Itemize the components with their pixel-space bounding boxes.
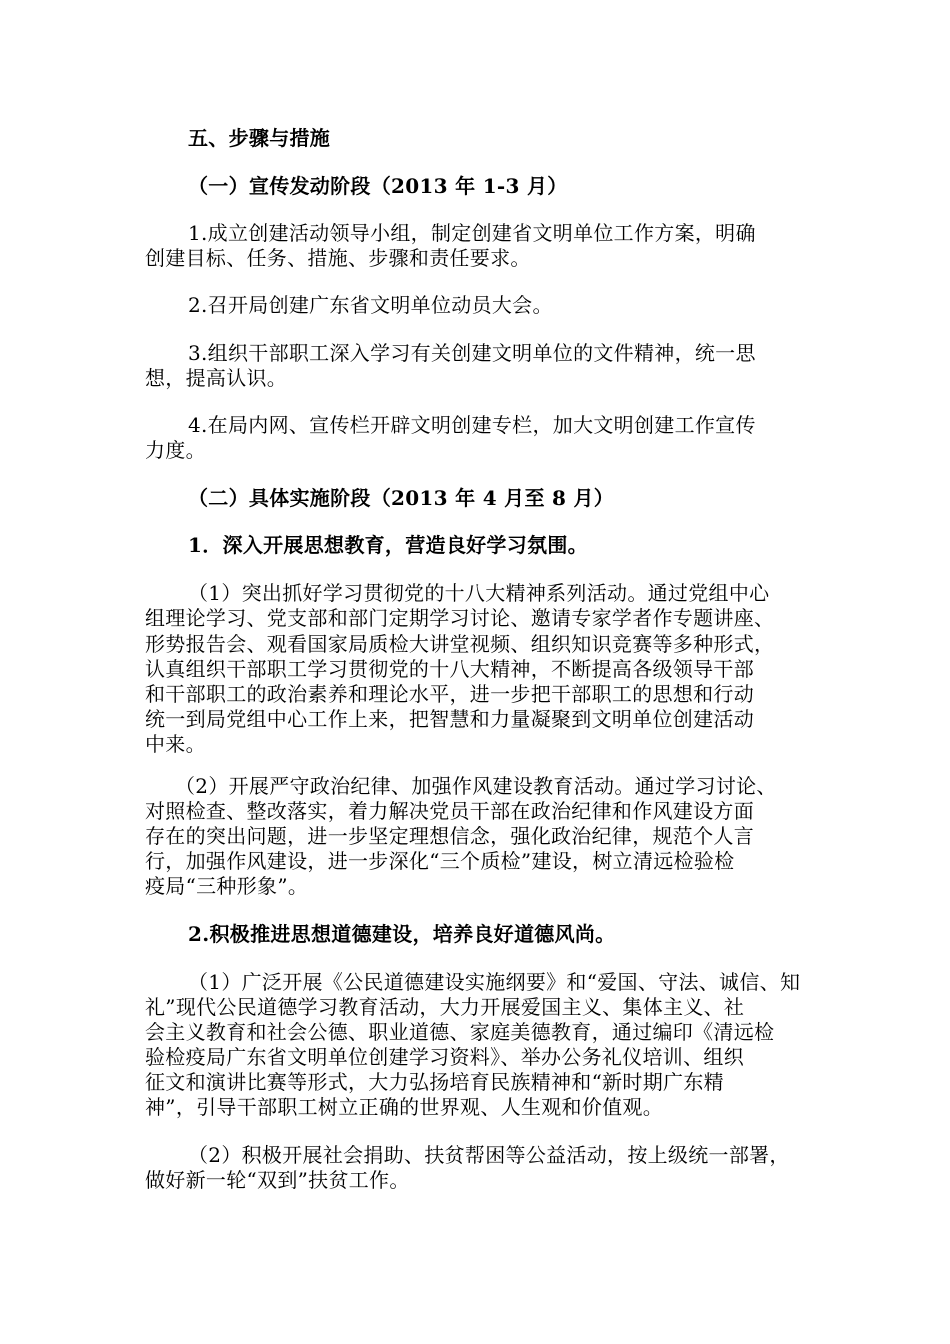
sub1-p1-line: 组理论学习、党支部和部门定期学习讨论、邀请专家学者作专题讲座、 bbox=[145, 606, 775, 630]
sub1-p2-line: 存在的突出问题，进一步坚定理想信念，强化政治纪律，规范个人言 bbox=[145, 824, 754, 848]
sub1-p2-line: 行，加强作风建设，进一步深化“三个质检”建设，树立清远检验检 bbox=[145, 849, 735, 873]
sub1-p1-line: 形势报告会、观看国家局质检大讲堂视频、组织知识竞赛等多种形式， bbox=[145, 632, 775, 656]
sub1-p1-line: 统一到局党组中心工作上来，把智慧和力量凝聚到文明单位创建活动 bbox=[145, 707, 754, 731]
phase1-item3-line2: 想，提高认识。 bbox=[145, 366, 288, 390]
sub1-p1-line: 中来。 bbox=[145, 732, 206, 756]
sub2-p1-line: 会主义教育和社会公德、职业道德、家庭美德教育，通过编印《清远检 bbox=[145, 1020, 775, 1044]
phase1-item4-line1: 4.在局内网、宣传栏开辟文明创建专栏，加大文明创建工作宣传 bbox=[188, 413, 756, 437]
sub1-p1-line: 和干部职工的政治素养和理论水平，进一步把干部职工的思想和行动 bbox=[145, 682, 754, 706]
phase1-item1-line1: 1.成立创建活动领导小组，制定创建省文明单位工作方案，明确 bbox=[188, 221, 756, 245]
sub2-p1-line: 神”，引导干部职工树立正确的世界观、人生观和价值观。 bbox=[145, 1095, 664, 1119]
phase2-heading: （二）具体实施阶段（2013 年 4 月至 8 月） bbox=[188, 486, 615, 510]
section-heading: 五、步骤与措施 bbox=[188, 126, 331, 150]
sub2-p2-line: （2）积极开展社会捐助、扶贫帮困等公益活动，按上级统一部署， bbox=[188, 1143, 790, 1167]
sub2-p2-line: 做好新一轮“双到”扶贫工作。 bbox=[145, 1168, 410, 1192]
phase1-item3-line1: 3.组织干部职工深入学习有关创建文明单位的文件精神，统一思 bbox=[188, 341, 756, 365]
sub2-heading: 2.积极推进思想道德建设，培养良好道德风尚。 bbox=[188, 922, 616, 946]
phase1-item4-line2: 力度。 bbox=[145, 438, 206, 462]
sub2-p1-line: （1）广泛开展《公民道德建设实施纲要》和“爱国、守法、诚信、知 bbox=[188, 970, 801, 994]
sub2-p1-line: 征文和演讲比赛等形式，大力弘扬培育民族精神和“新时期广东精 bbox=[145, 1070, 724, 1094]
sub1-p2-line: 疫局“三种形象”。 bbox=[145, 874, 309, 898]
sub2-p1-line: 礼”现代公民道德学习教育活动，大力开展爱国主义、集体主义、社 bbox=[145, 995, 745, 1019]
sub1-p1-line: （1）突出抓好学习贯彻党的十八大精神系列活动。通过党组中心 bbox=[188, 581, 770, 605]
phase1-item2: 2.召开局创建广东省文明单位动员大会。 bbox=[188, 293, 553, 317]
phase1-item1-line2: 创建目标、任务、措施、步骤和责任要求。 bbox=[145, 246, 531, 270]
sub1-p1-line: 认真组织干部职工学习贯彻党的十八大精神，不断提高各级领导干部 bbox=[145, 657, 754, 681]
sub1-p2-line: （2）开展严守政治纪律、加强作风建设教育活动。通过学习讨论、 bbox=[175, 774, 777, 798]
sub1-p2-line: 对照检查、整改落实，着力解决党员干部在政治纪律和作风建设方面 bbox=[145, 799, 754, 823]
phase1-heading: （一）宣传发动阶段（2013 年 1-3 月） bbox=[188, 174, 568, 198]
sub2-p1-line: 验检疫局广东省文明单位创建学习资料》、举办公务礼仪培训、组织 bbox=[145, 1045, 744, 1069]
sub1-heading: 1．深入开展思想教育，营造良好学习氛围。 bbox=[188, 533, 588, 557]
